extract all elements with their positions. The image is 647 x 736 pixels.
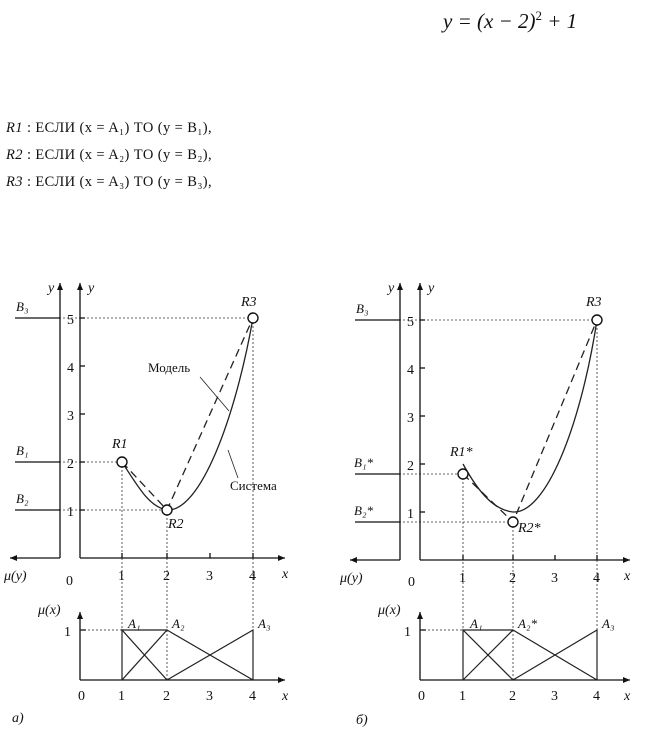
- model-curve-b: [463, 320, 597, 522]
- y-tick-label: 4: [407, 363, 414, 378]
- b-label: B₃: [356, 301, 369, 316]
- point-label: R2*: [518, 521, 541, 536]
- system-pointer-a: [228, 450, 238, 478]
- mu-y-label: μ(y): [4, 569, 27, 584]
- x-tick-label: 4: [249, 569, 256, 584]
- x-tick-label: 1: [118, 569, 125, 584]
- panel-b: [339, 281, 631, 728]
- mu-x-label: μ(x): [38, 603, 61, 618]
- y-tick-label: 2: [407, 459, 414, 474]
- origin-label: 0: [418, 689, 425, 704]
- rule-sep: :: [26, 174, 32, 190]
- point-r3-b: [592, 315, 602, 325]
- axis-label-y: y: [48, 281, 55, 296]
- y-tick-label: 3: [67, 409, 74, 424]
- formula-lhs: y = (x − 2): [443, 9, 536, 33]
- panel-caption: а): [12, 711, 24, 726]
- panel-caption: б): [356, 713, 368, 728]
- a-label: A₁: [128, 616, 141, 631]
- x-tick-label: 2: [163, 569, 170, 584]
- x-tick-label: 4: [593, 571, 600, 586]
- mf-a2: [122, 630, 253, 680]
- system-label: Система: [230, 478, 277, 493]
- y-tick-label: 5: [407, 315, 414, 330]
- rule-sep: :: [26, 147, 32, 163]
- y-tick-label: 1: [67, 505, 74, 520]
- rule-sep: :: [26, 120, 32, 136]
- y-tick-label: 3: [407, 411, 414, 426]
- a-label: A₂*: [518, 616, 537, 631]
- model-pointer-a: [200, 377, 229, 411]
- x-tick-label: 2: [509, 571, 516, 586]
- rule-id: R2: [6, 147, 23, 163]
- b-label: B₂: [16, 491, 29, 506]
- point-r1-a: [117, 457, 127, 467]
- origin-label: 0: [408, 575, 415, 590]
- b-label: B₂*: [354, 503, 373, 518]
- y-tick-label: 2: [67, 457, 74, 472]
- mu-x-label: μ(x): [378, 603, 401, 618]
- rule-text: ЕСЛИ (x = A₁) ТО (y = B₁),: [35, 120, 213, 136]
- mf-a2: [463, 630, 597, 680]
- b-label: B₃: [16, 299, 29, 314]
- point-label: R1*: [450, 445, 473, 460]
- b-label: B₁*: [354, 455, 373, 470]
- point-label: R3: [586, 295, 602, 310]
- axis-label-y: y: [388, 281, 395, 296]
- model-label: Модель: [148, 360, 191, 375]
- point-r2-a: [162, 505, 172, 515]
- panel-a: [3, 281, 289, 726]
- origin-label: 0: [78, 689, 85, 704]
- mf-one-label: 1: [404, 625, 411, 640]
- point-label: R3: [241, 295, 257, 310]
- x-tick-label: 1: [459, 571, 466, 586]
- x-tick-label: 1: [459, 689, 466, 704]
- point-label: R1: [112, 437, 128, 452]
- rule-text: ЕСЛИ (x = A₂) ТО (y = B₂),: [35, 147, 213, 163]
- y-tick-label: 1: [407, 507, 414, 522]
- a-label: A₃: [258, 616, 271, 631]
- formula-rhs: + 1: [541, 9, 578, 33]
- x-tick-label: 3: [551, 571, 558, 586]
- mf-one-label: 1: [64, 625, 71, 640]
- axis-label-x: x: [624, 569, 631, 584]
- formula-exponent: 2: [535, 8, 542, 23]
- x-tick-label: 3: [206, 569, 213, 584]
- point-r1-b: [458, 469, 468, 479]
- a-label: A₂: [172, 616, 185, 631]
- rule-id: R1: [6, 120, 23, 136]
- x-tick-label: 3: [551, 689, 558, 704]
- y-tick-label: 4: [67, 361, 74, 376]
- mu-y-label: μ(y): [340, 571, 363, 586]
- axis-label-y: y: [88, 281, 95, 296]
- a-label: A₃: [602, 616, 615, 631]
- x-tick-label: 3: [206, 689, 213, 704]
- system-curve-b: [463, 320, 597, 512]
- axis-label-x: x: [282, 567, 289, 582]
- point-r3-a: [248, 313, 258, 323]
- membership-functions-b: [420, 630, 597, 680]
- point-label: R2: [168, 517, 184, 532]
- axis-label-y: y: [428, 281, 435, 296]
- a-label: A₁: [470, 616, 483, 631]
- b-label: B₁: [16, 443, 29, 458]
- axis-label-x: x: [624, 689, 631, 704]
- x-tick-label: 2: [509, 689, 516, 704]
- rule-text: ЕСЛИ (x = A₃) ТО (y = B₃),: [35, 174, 213, 190]
- x-tick-label: 2: [163, 689, 170, 704]
- x-tick-label: 4: [249, 689, 256, 704]
- origin-label: 0: [66, 574, 73, 589]
- rule-id: R3: [6, 174, 23, 190]
- x-tick-label: 1: [118, 689, 125, 704]
- x-tick-label: 4: [593, 689, 600, 704]
- point-r2-b: [508, 517, 518, 527]
- membership-functions-a: [80, 630, 253, 680]
- axis-label-x: x: [282, 689, 289, 704]
- y-tick-label: 5: [67, 313, 74, 328]
